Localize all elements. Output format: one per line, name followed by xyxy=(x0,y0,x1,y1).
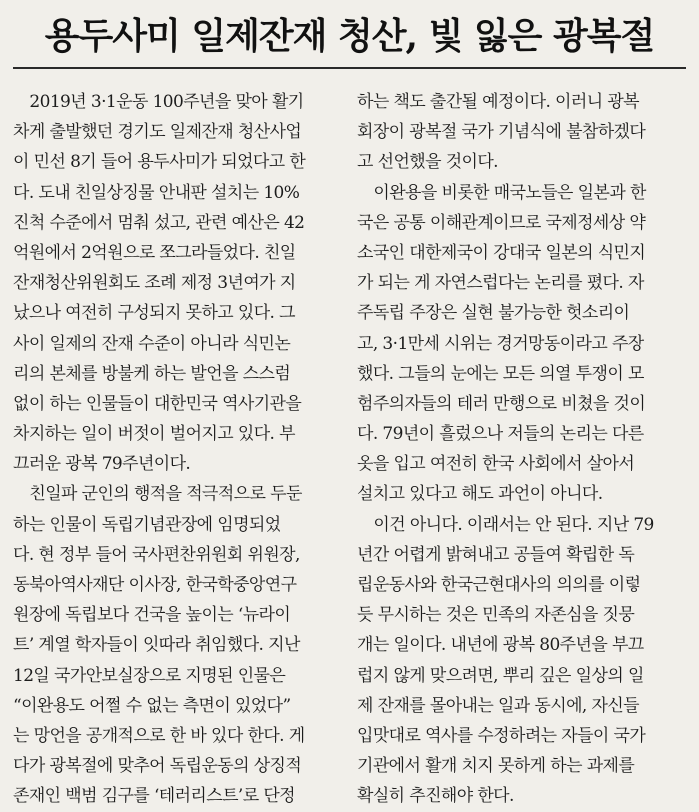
article-text-line: 기관에서 활개 치지 못하게 하는 과제를 xyxy=(357,756,635,777)
article-text-line: 없이 하는 인물들이 대한민국 역사기관을 xyxy=(13,393,302,414)
article-text-line: 사이 일제의 잔재 수준이 아니라 식민논 xyxy=(13,333,291,354)
article-text-line: 차지하는 일이 버젓이 벌어지고 있다. 부 xyxy=(13,424,295,445)
article-text-line: 제 잔재를 몰아내는 일과 동시에, 자신들 xyxy=(357,695,639,716)
article-text-line: 험주의자들의 테러 만행으로 비쳤을 것이 xyxy=(357,393,646,414)
article-column-left xyxy=(13,87,343,812)
article-text-line: 2019년 3·1운동 100주년을 맞아 활기 xyxy=(13,92,304,112)
article-text-line: 가 되는 게 자연스럽다는 논리를 폈다. 자 xyxy=(357,273,644,294)
article-text-line: 국은 공통 이해관계이므로 국제정세상 약 xyxy=(357,212,646,233)
article-text-line: 개는 일이다. 내년에 광복 80주년을 부끄 xyxy=(357,635,644,656)
article-text-line: “이완용도 어쩔 수 없는 측면이 있었다” xyxy=(13,695,291,716)
article-text-line: 끄러운 광복 79주년이다. xyxy=(13,454,191,475)
article-text-line: 잔재청산위원회도 조례 제정 3년여가 지 xyxy=(13,273,296,294)
article-text-line: 입맛대로 역사를 수정하려는 자들이 국가 xyxy=(357,725,646,746)
article-text-line: 럽지 않게 맞으려면, 뿌리 깊은 일상의 일 xyxy=(357,665,644,686)
article-text-line: 확실히 추진해야 한다. xyxy=(357,786,514,807)
article-text-line: 주독립 주장은 실현 불가능한 헛소리이 xyxy=(357,303,630,324)
article-text-line: 소국인 대한제국이 강대국 일본의 식민지 xyxy=(357,242,646,263)
article-text-line: 12일 국가안보실장으로 지명된 인물은 xyxy=(13,665,286,686)
article-text-line: 하는 책도 출간될 예정이다. 이러니 광복 xyxy=(357,92,639,112)
article-text-line: 는 망언을 공개적으로 한 바 있다 한다. 게 xyxy=(13,725,305,746)
article-text-line: 원장에 독립보다 건국을 높이는 ‘뉴라이 xyxy=(13,605,291,626)
article-text-line: 진척 수준에서 멈춰 섰고, 관련 예산은 42 xyxy=(13,212,305,233)
article-text-line: 차게 출발했던 경기도 일제잔재 청산사업 xyxy=(13,122,302,143)
article-text-line: 듯 무시하는 것은 민족의 자존심을 짓뭉 xyxy=(357,605,635,626)
article-text-line: 고 선언했을 것이다. xyxy=(357,152,498,173)
article-headline: 용두사미 일제잔재 청산, 빛 잃은 광복절 xyxy=(44,14,655,57)
article-text-line: 존재인 백범 김구를 ‘테러리스트’로 단정 xyxy=(13,786,295,807)
article-text-line: 설치고 있다고 해도 과언이 아니다. xyxy=(357,484,603,505)
article-text-line: 다. 현 정부 들어 국사편찬위원회 위원장, xyxy=(13,544,300,565)
article-text-line: 다가 광복절에 맞추어 독립운동의 상징적 xyxy=(13,756,302,777)
article-text-line: 이완용을 비롯한 매국노들은 일본과 한 xyxy=(357,182,646,203)
article-text-line: 동북아역사재단 이사장, 한국학중앙연구 xyxy=(13,575,297,595)
article-column-right xyxy=(357,87,687,812)
headline-divider xyxy=(13,67,686,69)
article-text-line: 회장이 광복절 국가 기념식에 불참하겠다 xyxy=(357,122,646,143)
article-text-line: 년간 어렵게 밝혀내고 공들여 확립한 독 xyxy=(357,544,635,565)
article-text-line: 났으나 여전히 구성되지 못하고 있다. 그 xyxy=(13,303,295,324)
article-text-line: 친일파 군인의 행적을 적극적으로 두둔 xyxy=(13,484,302,505)
article-text-line: 옷을 입고 여전히 한국 사회에서 살아서 xyxy=(357,454,635,475)
article-text-line: 하는 인물이 독립기념관장에 임명되었 xyxy=(13,514,281,535)
article-text-line: 이 민선 8기 들어 용두사미가 되었다고 한 xyxy=(13,152,306,173)
article-text-line: 했다. 그들의 눈에는 모든 의열 투쟁이 모 xyxy=(357,363,644,384)
article-text-line: 립운동사와 한국근현대사의 의의를 이렇 xyxy=(357,575,641,595)
article-text-line: 리의 본체를 방불케 하는 발언을 스스럼 xyxy=(13,363,291,384)
article-text-line: 이건 아니다. 이래서는 안 된다. 지난 79 xyxy=(357,514,654,535)
article-text-line: 트’ 계열 학자들이 잇따라 취임했다. 지난 xyxy=(13,635,300,656)
article-text-line: 다. 79년이 흘렀으나 저들의 논리는 다른 xyxy=(357,424,644,445)
article-text-line: 다. 도내 친일상징물 안내판 설치는 10% xyxy=(13,182,300,203)
article-text-line: 고, 3·1만세 시위는 경거망동이라고 주장 xyxy=(357,333,644,354)
article-text-line: 억원에서 2억원으로 쪼그라들었다. 친일 xyxy=(13,242,296,263)
